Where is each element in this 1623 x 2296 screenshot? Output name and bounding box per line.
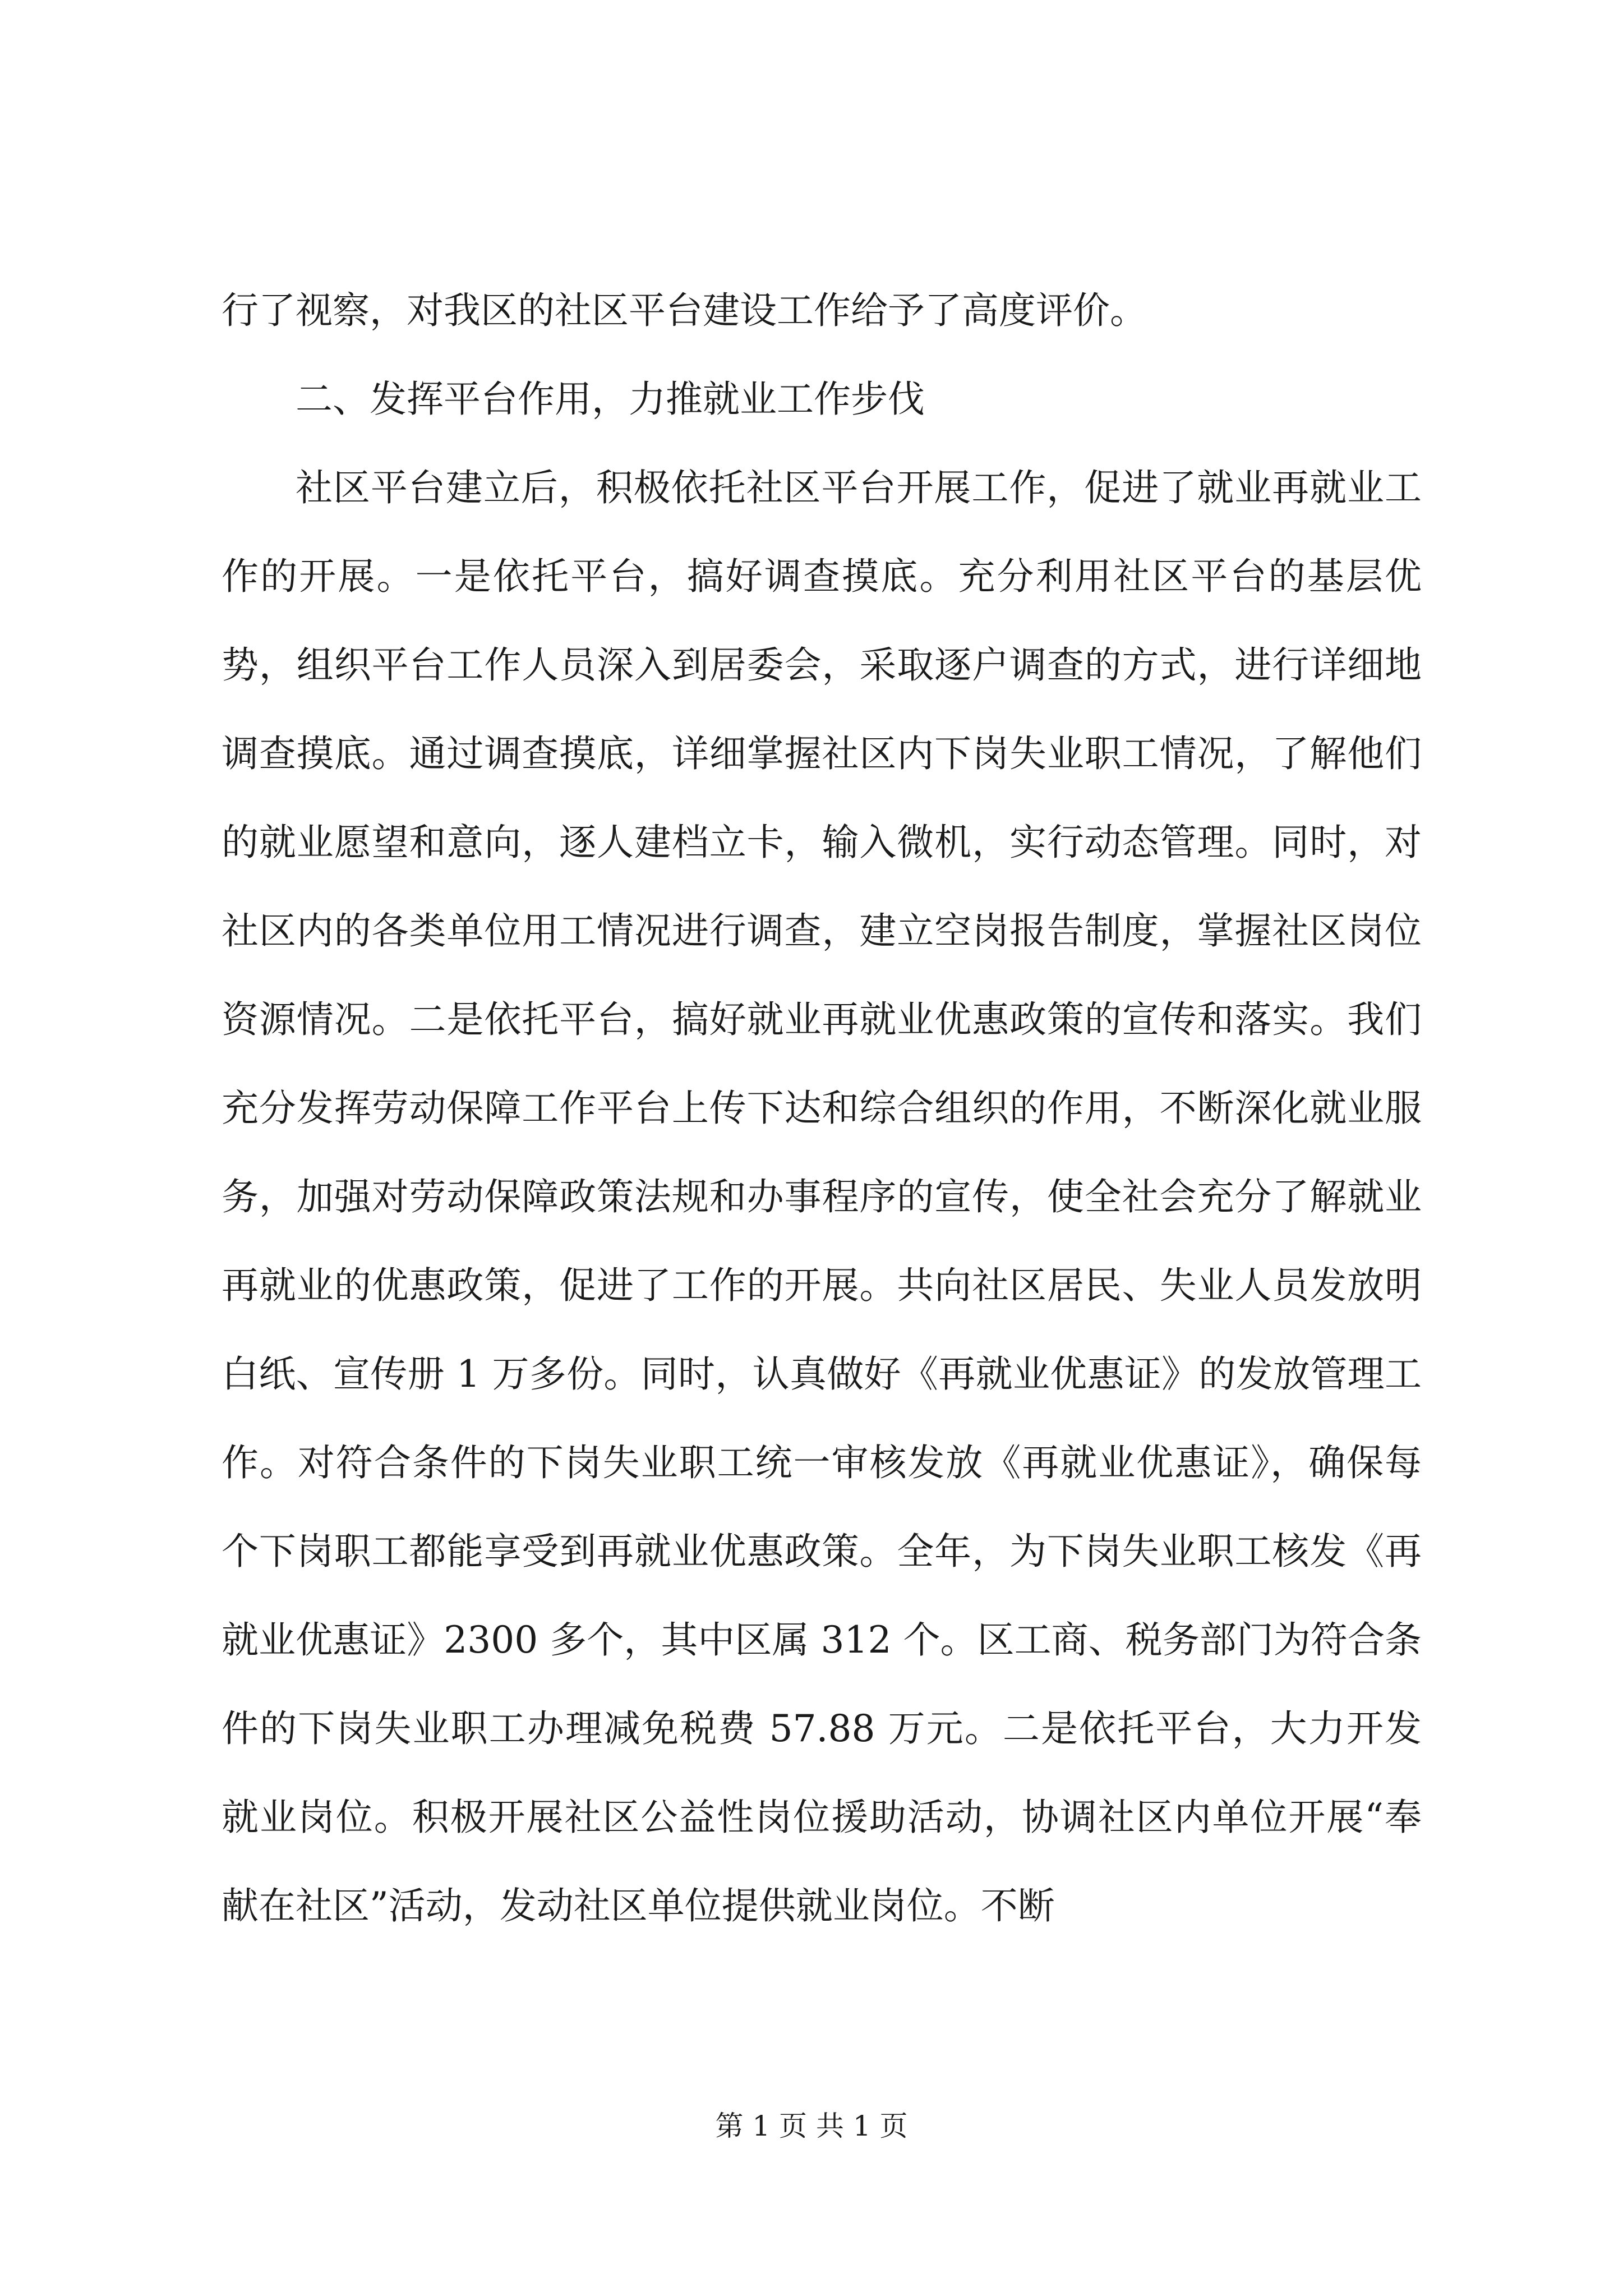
continued-paragraph-line: 行了视察，对我区的社区平台建设工作给予了高度评价。 [222, 289, 1147, 332]
document-body [222, 266, 1422, 1950]
section-heading: 二、发挥平台作用，力推就业工作步伐 [296, 378, 925, 421]
body-paragraph: 社区平台建立后，积极依托社区平台开展工作，促进了就业再就业工作的开展。一是依托平台，搞好调查摸底。充分利用社区平台的基层优势，组织平台工作人员深入到居委会，采取逐户调查的方式，进行详细地调查摸底。通过调查摸底，详细掌握社区内下岗失业职工情况，了解他们的就业愿望和意向，逐人建档立卡，输入微机，实行动态管理。同时，对社区内的各类单位用工情况进行调查，建立空岗报告制度，掌握社区岗位资源情况。二是依托平台，搞好就业再就业优惠政策的宣传和落实。我们充分发挥劳动保障工作平台上传下达和综合组织的作用，不断深化就业服务，加强对劳动保障政策法规和办事程序的宣传，使全社会充分了解就业再就业的优惠政策，促进了工作的开展。共向社区居民、失业人员发放明白纸、宣传册 1 万多份。同时，认真做好《再就业优惠证》的发放管理工作。对符合条件的下岗失业职工统一审核发放《再就业优惠证》，确保每个下岗职工都能享受到再就业优惠政策。全年，为下岗失业职工核发《再就业优惠证》2300 多个，其中区属 312 个。区工商、税务部门为符合条件的下岗失业职工办理减免税费 57.88 万元。二是依托平台，大力开发就业岗位。积极开展社区公益性岗位援助活动，协调社区内单位开展“奉献在社区”活动，发动社区单位提供就业岗位。不断 [222, 466, 1422, 1927]
page-footer: 第 1 页 共 1 页 [715, 2110, 908, 2142]
